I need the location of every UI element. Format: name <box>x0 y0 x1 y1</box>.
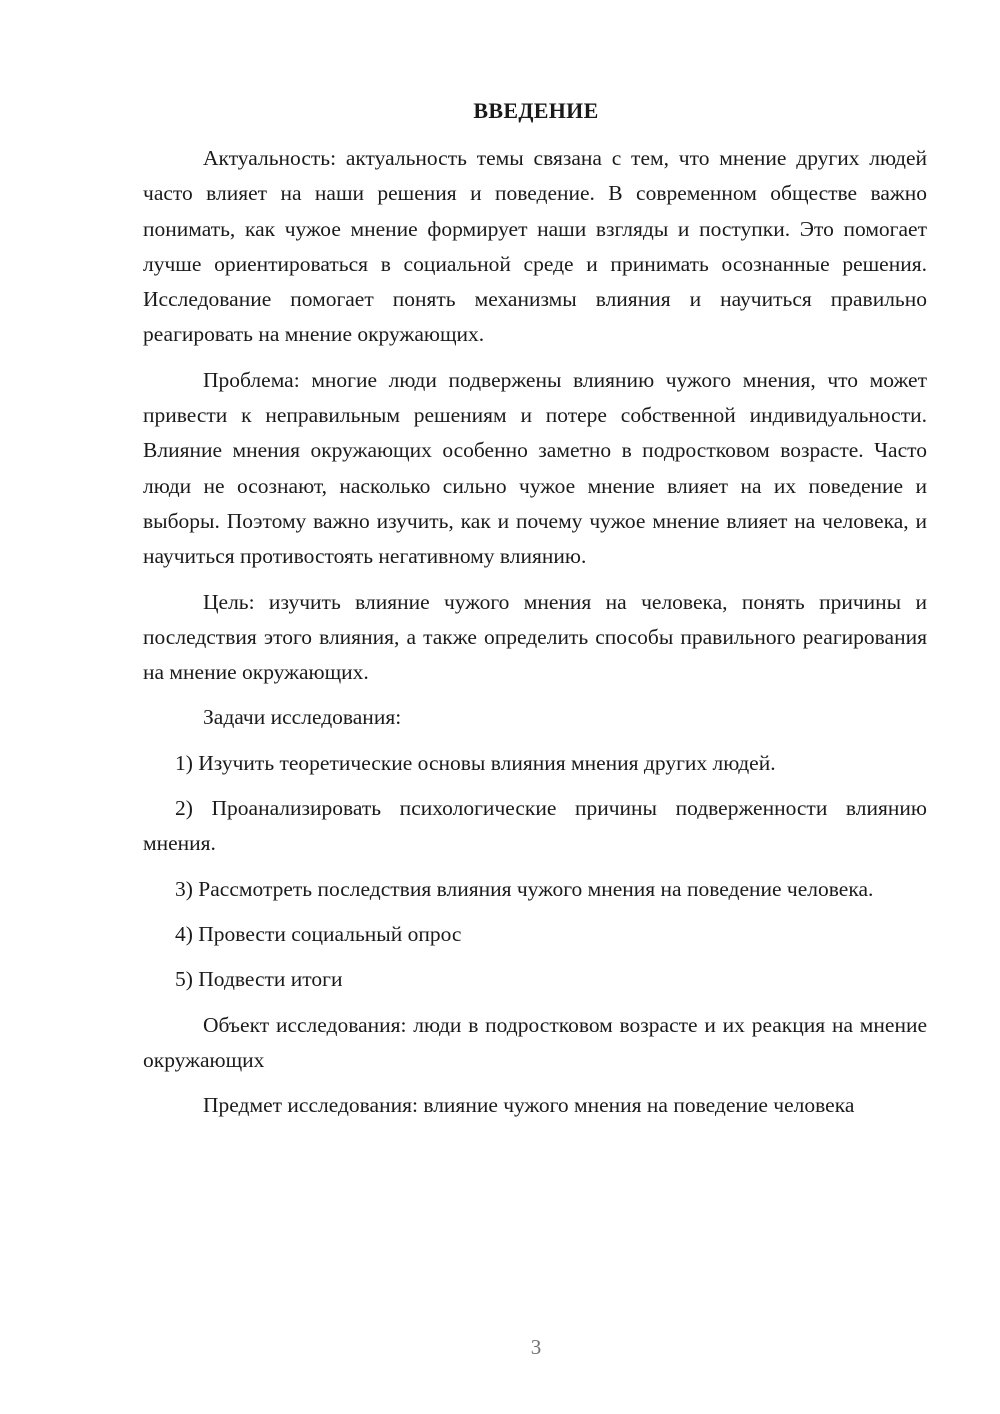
paragraph-problem: Проблема: многие люди подвержены влиянию чужого мнения, что может привести к неправильным решениям и потере собственной индивидуальности. Влияние мнения окружающих особенно заметно в подростковом возрасте. Часто люди не осознают, насколько сильно чужое мнение влияет на их поведение и выборы. Поэтому важно изучить, как и почему чужое мнение влияет на человека, и научиться противостоять негативному влиянию. <box>143 367 927 569</box>
page-number: 3 <box>530 1335 542 1359</box>
paragraph-object: Объект исследования: люди в подростковом возрасте и их реакция на мнение окружающих <box>143 1012 927 1072</box>
document-body <box>143 141 927 1133</box>
task-list-item: 3) Рассмотреть последствия влияния чужого мнения на поведение человека. <box>175 876 874 901</box>
task-list-item: 4) Провести социальный опрос <box>175 921 462 946</box>
task-list-item: 2) Проанализировать психологические причины подверженности влиянию мнения. <box>143 796 927 856</box>
paragraph-subject: Предмет исследования: влияние чужого мнения на поведение человека <box>203 1093 855 1118</box>
task-list-item: 1) Изучить теоретические основы влияния мнения других людей. <box>175 750 776 775</box>
paragraph-relevance: Актуальность: актуальность темы связана с тем, что мнение других людей часто влияет на наши решения и поведение. В современном обществе важно понимать, как чужое мнение формирует наши взгляды и поступки. Это помогает лучше ориентироваться в социальной среде и принимать осознанные решения. Исследование помогает понять механизмы влияния и научиться правильно реагировать на мнение окружающих. <box>143 146 927 347</box>
paragraph-goal: Цель: изучить влияние чужого мнения на человека, понять причины и последствия этого влияния, а также определить способы правильного реагирования на мнение окружающих. <box>143 589 927 685</box>
paragraph-tasks-heading: Задачи исследования: <box>203 705 402 730</box>
page-title: ВВЕДЕНИЕ <box>473 98 599 123</box>
task-list-item: 5) Подвести итоги <box>175 967 343 992</box>
